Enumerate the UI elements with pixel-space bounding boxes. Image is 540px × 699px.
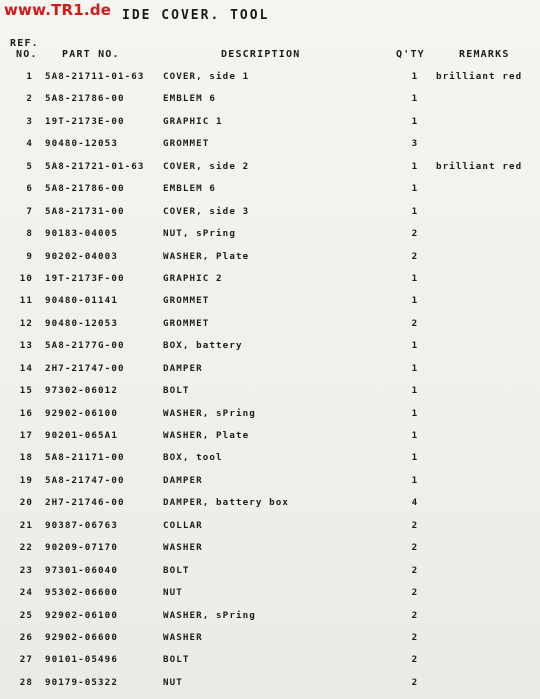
ref-no-cell: 17 xyxy=(19,430,33,441)
part-no-cell: 92902-06100 xyxy=(45,407,118,419)
ref-no-cell: 23 xyxy=(19,564,33,576)
qty-cell: 2 xyxy=(411,631,419,643)
table-row xyxy=(0,649,540,671)
ref-no-cell: 20 xyxy=(19,497,33,509)
description-cell: BOX, tool xyxy=(163,452,223,464)
qty-cell: 2 xyxy=(411,609,419,621)
part-no-cell: 5A8-21786-00 xyxy=(45,93,125,105)
description-cell: BOLT xyxy=(163,385,190,397)
qty-cell: 4 xyxy=(411,497,419,509)
table-row xyxy=(0,447,540,469)
remarks-cell: brilliant red xyxy=(436,160,523,172)
table-row xyxy=(0,246,540,268)
description-cell: GROMMET xyxy=(163,317,210,329)
description-cell: BOLT xyxy=(163,564,190,576)
table-row xyxy=(0,313,540,335)
qty-cell: 1 xyxy=(411,205,419,217)
table-row xyxy=(0,470,540,492)
ref-no-cell: 22 xyxy=(19,542,33,554)
header-qty: Q'TY xyxy=(396,49,425,60)
ref-no-cell: 18 xyxy=(19,452,33,464)
description-cell: DAMPER xyxy=(163,474,203,486)
qty-cell: 1 xyxy=(411,71,419,82)
qty-cell: 1 xyxy=(411,452,419,464)
ref-no-cell: 26 xyxy=(19,631,33,643)
ref-no-cell: 25 xyxy=(19,609,33,621)
description-cell: WASHER, Plate xyxy=(163,250,250,262)
ref-no-cell: 14 xyxy=(19,362,33,374)
qty-cell: 2 xyxy=(411,676,419,688)
qty-cell: 3 xyxy=(411,138,419,150)
header-no: NO. xyxy=(16,49,38,60)
qty-cell: 2 xyxy=(411,228,419,240)
ref-no-cell: 21 xyxy=(19,519,33,531)
table-row xyxy=(0,223,540,245)
ref-no-cell: 1 xyxy=(26,71,33,82)
description-cell: EMBLEM 6 xyxy=(163,183,217,195)
table-row xyxy=(0,290,540,312)
description-cell: COVER, side 3 xyxy=(163,205,250,217)
description-cell: NUT, sPring xyxy=(163,228,236,240)
part-no-cell: 90179-05322 xyxy=(45,676,118,688)
description-cell: COVER, side 1 xyxy=(163,71,250,82)
page-title: IDE COVER. TOOL xyxy=(122,8,270,23)
ref-no-cell: 27 xyxy=(19,654,33,666)
description-cell: GROMMET xyxy=(163,295,210,307)
part-no-cell: 5A8-21711-01-63 xyxy=(45,71,145,82)
table-row xyxy=(0,88,540,110)
ref-no-cell: 8 xyxy=(26,228,33,240)
table-row xyxy=(0,605,540,627)
ref-no-cell: 3 xyxy=(26,115,33,127)
table-row xyxy=(0,156,540,178)
table-row xyxy=(0,403,540,425)
header-part-no: PART NO. xyxy=(62,49,120,60)
table-row xyxy=(0,178,540,200)
part-no-cell: 5A8-21721-01-63 xyxy=(45,160,145,172)
qty-cell: 1 xyxy=(411,93,419,105)
description-cell: BOX, battery xyxy=(163,340,243,352)
ref-no-cell: 5 xyxy=(26,160,33,172)
table-row xyxy=(0,515,540,537)
table-row xyxy=(0,537,540,559)
part-no-cell: 90480-12053 xyxy=(45,138,118,150)
description-cell: DAMPER, battery box xyxy=(163,497,289,509)
part-no-cell: 92902-06600 xyxy=(45,631,118,643)
part-no-cell: 90480-01141 xyxy=(45,295,118,307)
table-row xyxy=(0,672,540,694)
description-cell: GRAPHIC 1 xyxy=(163,115,223,127)
table-row xyxy=(0,268,540,290)
ref-no-cell: 13 xyxy=(19,340,33,352)
part-no-cell: 19T-2173E-00 xyxy=(45,115,125,127)
table-row xyxy=(0,335,540,357)
qty-cell: 1 xyxy=(411,430,419,441)
description-cell: NUT xyxy=(163,676,183,688)
part-no-cell: 97301-06040 xyxy=(45,564,118,576)
description-cell: EMBLEM 6 xyxy=(163,93,217,105)
description-cell: COVER, side 2 xyxy=(163,160,250,172)
table-row xyxy=(0,111,540,133)
table-row xyxy=(0,358,540,380)
qty-cell: 1 xyxy=(411,407,419,419)
table-row xyxy=(0,133,540,155)
part-no-cell: 90387-06763 xyxy=(45,519,118,531)
ref-no-cell: 28 xyxy=(19,676,33,688)
qty-cell: 1 xyxy=(411,474,419,486)
description-cell: GRAPHIC 2 xyxy=(163,272,223,284)
remarks-cell: brilliant red xyxy=(436,71,523,82)
part-no-cell: 90209-07170 xyxy=(45,542,118,554)
qty-cell: 2 xyxy=(411,542,419,554)
qty-cell: 1 xyxy=(411,295,419,307)
description-cell: COLLAR xyxy=(163,519,203,531)
header-description: DESCRIPTION xyxy=(221,49,301,60)
ref-no-cell: 7 xyxy=(26,205,33,217)
ref-no-cell: 6 xyxy=(26,183,33,195)
part-no-cell: 5A8-2177G-00 xyxy=(45,340,125,352)
part-no-cell: 5A8-21171-00 xyxy=(45,452,125,464)
part-no-cell: 90202-04003 xyxy=(45,250,118,262)
ref-no-cell: 15 xyxy=(19,385,33,397)
qty-cell: 1 xyxy=(411,385,419,397)
part-no-cell: 2H7-21747-00 xyxy=(45,362,125,374)
part-no-cell: 95302-06600 xyxy=(45,587,118,599)
description-cell: WASHER xyxy=(163,631,203,643)
qty-cell: 1 xyxy=(411,115,419,127)
part-no-cell: 5A8-21747-00 xyxy=(45,474,125,486)
description-cell: WASHER xyxy=(163,542,203,554)
ref-no-cell: 9 xyxy=(26,250,33,262)
qty-cell: 1 xyxy=(411,340,419,352)
table-row xyxy=(0,380,540,402)
ref-no-cell: 2 xyxy=(26,93,33,105)
watermark-link[interactable]: www.TR1.de xyxy=(4,1,112,19)
qty-cell: 2 xyxy=(411,564,419,576)
table-row xyxy=(0,627,540,649)
description-cell: WASHER, sPring xyxy=(163,407,256,419)
part-no-cell: 90183-04005 xyxy=(45,228,118,240)
table-row xyxy=(0,201,540,223)
table-row xyxy=(0,560,540,582)
part-no-cell: 5A8-21731-00 xyxy=(45,205,125,217)
ref-no-cell: 19 xyxy=(19,474,33,486)
part-no-cell: 5A8-21786-00 xyxy=(45,183,125,195)
parts-table xyxy=(0,66,540,694)
ref-no-cell: 11 xyxy=(19,295,33,307)
qty-cell: 1 xyxy=(411,272,419,284)
part-no-cell: 97302-06012 xyxy=(45,385,118,397)
qty-cell: 2 xyxy=(411,317,419,329)
part-no-cell: 2H7-21746-00 xyxy=(45,497,125,509)
qty-cell: 1 xyxy=(411,183,419,195)
qty-cell: 2 xyxy=(411,587,419,599)
description-cell: WASHER, Plate xyxy=(163,430,250,441)
ref-no-cell: 10 xyxy=(19,272,33,284)
part-no-cell: 90101-05496 xyxy=(45,654,118,666)
table-row xyxy=(0,425,540,447)
qty-cell: 2 xyxy=(411,654,419,666)
header-remarks: REMARKS xyxy=(459,49,510,60)
part-no-cell: 90480-12053 xyxy=(45,317,118,329)
description-cell: DAMPER xyxy=(163,362,203,374)
qty-cell: 2 xyxy=(411,519,419,531)
ref-no-cell: 12 xyxy=(19,317,33,329)
description-cell: GROMMET xyxy=(163,138,210,150)
description-cell: NUT xyxy=(163,587,183,599)
table-row xyxy=(0,66,540,88)
header-ref: REF. xyxy=(10,38,39,49)
part-no-cell: 90201-065A1 xyxy=(45,430,118,441)
qty-cell: 2 xyxy=(411,250,419,262)
part-no-cell: 92902-06100 xyxy=(45,609,118,621)
description-cell: WASHER, sPring xyxy=(163,609,256,621)
qty-cell: 1 xyxy=(411,160,419,172)
ref-no-cell: 16 xyxy=(19,407,33,419)
description-cell: BOLT xyxy=(163,654,190,666)
ref-no-cell: 4 xyxy=(26,138,33,150)
ref-no-cell: 24 xyxy=(19,587,33,599)
table-row xyxy=(0,582,540,604)
qty-cell: 1 xyxy=(411,362,419,374)
part-no-cell: 19T-2173F-00 xyxy=(45,272,125,284)
table-row xyxy=(0,492,540,514)
